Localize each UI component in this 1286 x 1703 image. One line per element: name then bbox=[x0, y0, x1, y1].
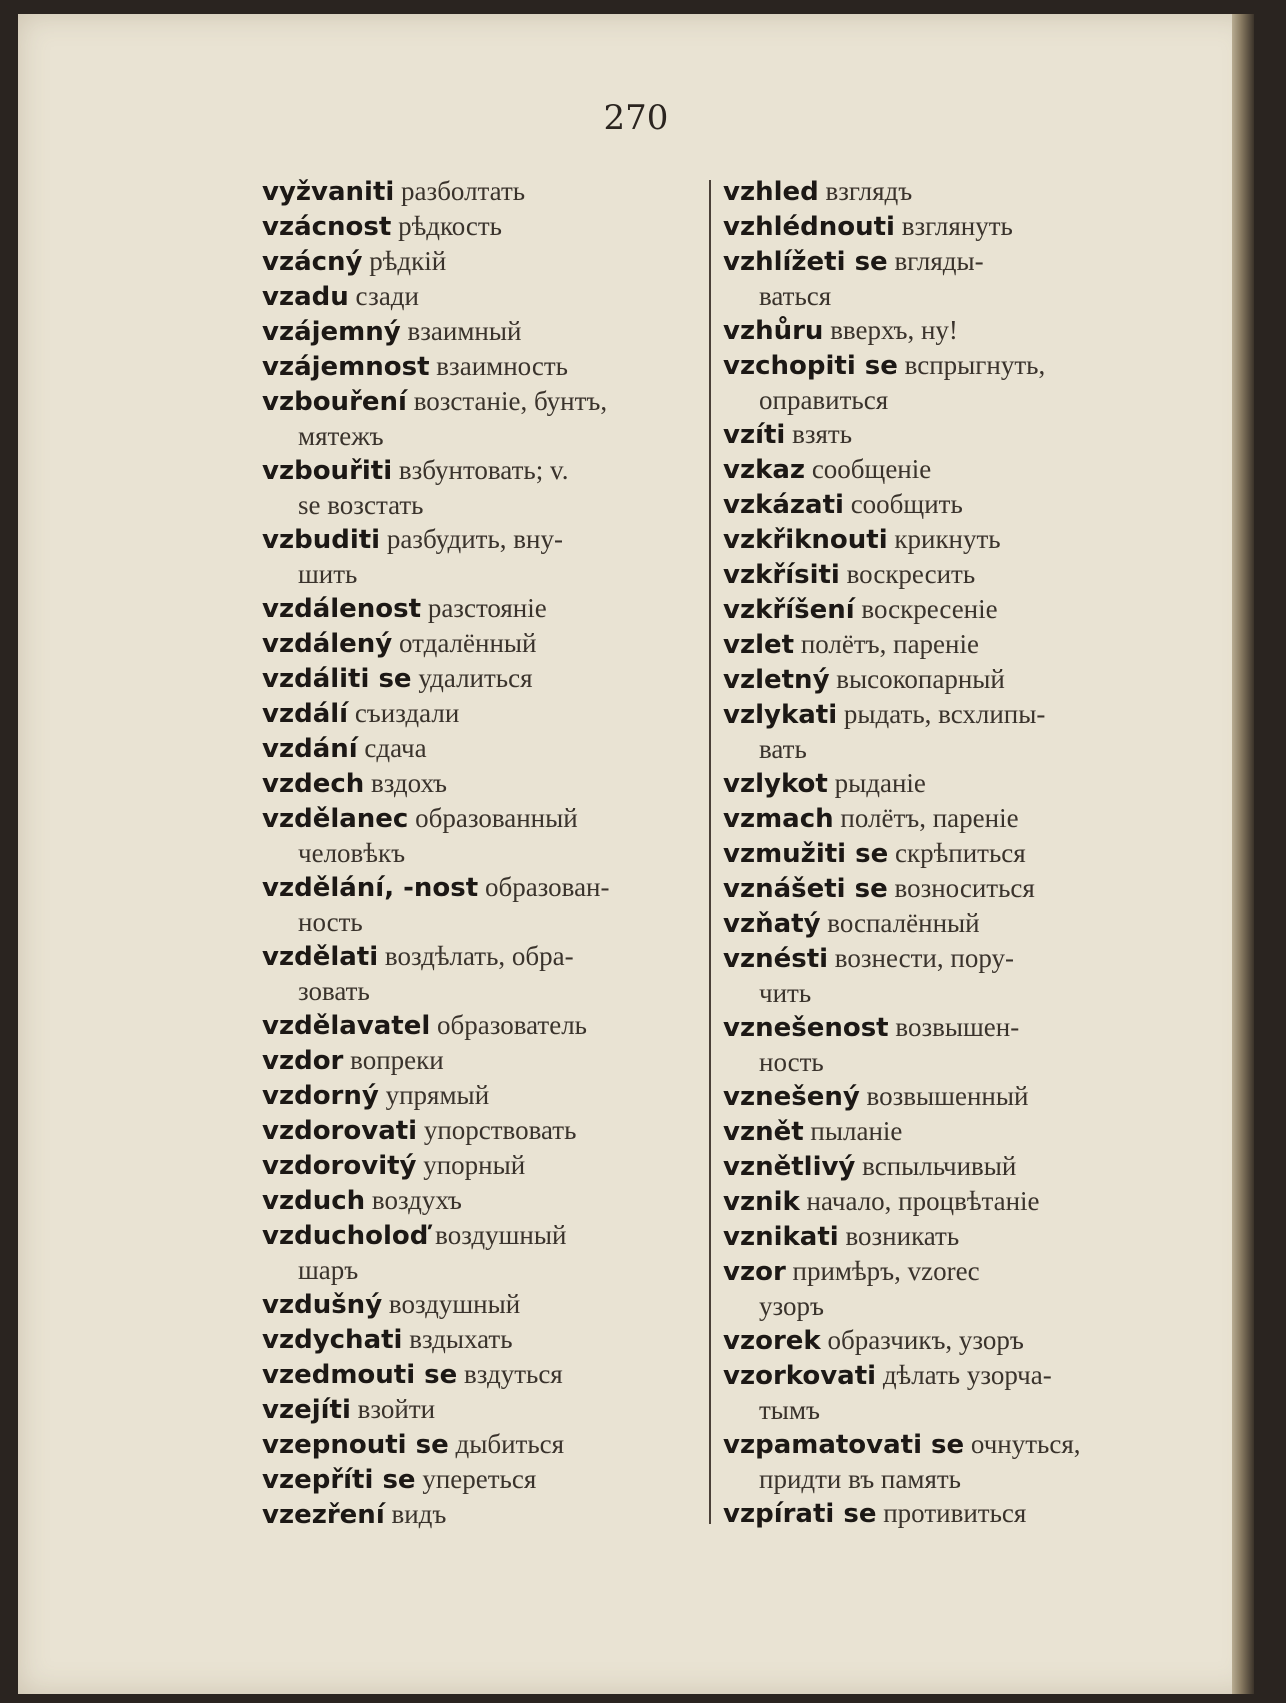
dictionary-entry bbox=[723, 209, 1143, 244]
entry-translation: упорный bbox=[416, 1150, 526, 1180]
entry-translation: противиться bbox=[876, 1498, 1027, 1528]
entry-translation: очнуться, bbox=[964, 1429, 1081, 1459]
entry-headword: vznešený bbox=[723, 1082, 860, 1112]
entry-headword: vzkaz bbox=[723, 455, 806, 485]
entry-translation: сдача bbox=[357, 733, 427, 763]
dictionary-entry bbox=[262, 1008, 702, 1043]
entry-continuation: оправиться bbox=[759, 385, 889, 415]
entry-headword: vzkřiknouti bbox=[723, 525, 888, 555]
entry-continuation: узоръ bbox=[759, 1291, 824, 1321]
entry-headword: vzejíti bbox=[262, 1395, 351, 1425]
dictionary-entry bbox=[723, 1010, 1143, 1079]
entry-headword: vzpamatovati se bbox=[723, 1430, 965, 1460]
page-number: 270 bbox=[603, 98, 669, 138]
entry-translation: возноситься bbox=[887, 873, 1035, 903]
dictionary-entry bbox=[723, 1427, 1143, 1496]
dictionary-entry bbox=[262, 626, 702, 661]
entry-headword: vzkřísiti bbox=[723, 560, 840, 590]
entry-headword: vzbouřiti bbox=[262, 456, 393, 486]
dictionary-entry bbox=[723, 627, 1143, 662]
entry-headword: vzepříti se bbox=[262, 1465, 416, 1495]
entry-headword: vzdor bbox=[262, 1046, 344, 1076]
dictionary-entry bbox=[723, 1149, 1143, 1184]
dictionary-entry bbox=[723, 801, 1143, 836]
entry-headword: vzdorovati bbox=[262, 1116, 418, 1146]
entry-continuation: шаръ bbox=[298, 1255, 359, 1285]
entry-translation: возвышенный bbox=[859, 1081, 1029, 1111]
entry-headword: vzhlédnouti bbox=[723, 212, 895, 242]
dictionary-entry bbox=[262, 209, 702, 244]
entry-translation: дыбиться bbox=[448, 1429, 565, 1459]
entry-headword: vzlykot bbox=[723, 769, 828, 799]
dictionary-entry bbox=[723, 487, 1143, 522]
dictionary-entry bbox=[262, 1078, 702, 1113]
entry-translation: образован- bbox=[478, 872, 610, 902]
dictionary-entry bbox=[262, 384, 702, 453]
right-column bbox=[723, 174, 1143, 1531]
dictionary-entry bbox=[262, 1392, 702, 1427]
entry-headword: vzpírati se bbox=[723, 1499, 877, 1529]
entry-headword: vzduch bbox=[262, 1186, 366, 1216]
dictionary-entry bbox=[723, 1184, 1143, 1219]
entry-headword: vzdušný bbox=[262, 1290, 383, 1320]
dictionary-entry bbox=[723, 766, 1143, 801]
entry-translation: разстояніе bbox=[421, 593, 547, 623]
entry-translation: полётъ, пареніе bbox=[794, 629, 979, 659]
dictionary-entry bbox=[262, 1113, 702, 1148]
entry-headword: vzíti bbox=[723, 420, 786, 450]
entry-translation: воздухъ bbox=[365, 1185, 462, 1215]
dictionary-entry bbox=[723, 1496, 1143, 1531]
entry-continuation: зовать bbox=[298, 976, 370, 1006]
entry-continuation: придти въ память bbox=[759, 1464, 961, 1494]
entry-translation: пыланіе bbox=[803, 1116, 903, 1146]
entry-headword: vzdělanec bbox=[262, 804, 409, 834]
dictionary-entry bbox=[723, 697, 1143, 766]
entry-headword: vzdáliti se bbox=[262, 664, 412, 694]
entry-translation: воздѣлать, обра- bbox=[378, 941, 574, 971]
entry-headword: vznikati bbox=[723, 1222, 839, 1252]
entry-headword: vzducholoď bbox=[262, 1221, 429, 1251]
dictionary-entry bbox=[723, 836, 1143, 871]
entry-continuation: шить bbox=[298, 559, 358, 589]
entry-continuation: человѣкъ bbox=[298, 838, 406, 868]
dictionary-entry bbox=[262, 1322, 702, 1357]
dictionary-entry bbox=[262, 1218, 702, 1287]
entry-translation: образователь bbox=[430, 1010, 587, 1040]
dictionary-entry bbox=[723, 452, 1143, 487]
entry-headword: vzmužiti se bbox=[723, 839, 889, 869]
entry-translation: вздуться bbox=[457, 1359, 563, 1389]
dictionary-entry bbox=[262, 731, 702, 766]
entry-translation: вздыхать bbox=[402, 1324, 513, 1354]
dictionary-entry bbox=[723, 417, 1143, 452]
dictionary-entry bbox=[262, 1357, 702, 1392]
entry-translation: вопреки bbox=[343, 1045, 444, 1075]
entry-translation: сообщить bbox=[843, 489, 963, 519]
dictionary-entry bbox=[262, 174, 702, 209]
entry-translation: образованный bbox=[408, 803, 578, 833]
entry-headword: vznášeti se bbox=[723, 874, 888, 904]
dictionary-entry bbox=[262, 696, 702, 731]
entry-headword: vzlet bbox=[723, 630, 795, 660]
dictionary-entry bbox=[723, 557, 1143, 592]
entry-translation: взойти bbox=[350, 1394, 436, 1424]
entry-headword: vznik bbox=[723, 1187, 800, 1217]
dictionary-entry bbox=[723, 313, 1143, 348]
entry-translation: скрѣпиться bbox=[888, 838, 1026, 868]
entry-translation: рѣдкость bbox=[391, 211, 502, 241]
dictionary-entry bbox=[723, 522, 1143, 557]
entry-translation: рыдать, всхлипы- bbox=[837, 699, 1046, 729]
entry-translation: вгляды- bbox=[887, 246, 984, 276]
entry-translation: крикнуть bbox=[887, 524, 1001, 554]
dictionary-entry bbox=[262, 453, 702, 522]
entry-headword: vzdělati bbox=[262, 942, 379, 972]
entry-headword: vzdálený bbox=[262, 629, 393, 659]
entry-headword: vzdělání, -nost bbox=[262, 873, 479, 903]
dictionary-entry bbox=[723, 244, 1143, 313]
entry-headword: vzdorovitý bbox=[262, 1151, 417, 1181]
entry-translation: взять bbox=[785, 419, 853, 449]
dictionary-entry bbox=[723, 1219, 1143, 1254]
dictionary-entry bbox=[262, 314, 702, 349]
entry-translation: примѣръ, vzorec bbox=[785, 1256, 980, 1286]
dictionary-entry bbox=[262, 661, 702, 696]
entry-translation: образчикъ, узоръ bbox=[820, 1325, 1024, 1355]
dictionary-entry bbox=[262, 766, 702, 801]
entry-headword: vzhled bbox=[723, 177, 819, 207]
entry-headword: vzhlížeti se bbox=[723, 247, 888, 277]
entry-headword: vzdělavatel bbox=[262, 1011, 431, 1041]
dictionary-entry bbox=[723, 1358, 1143, 1427]
book-spine bbox=[1232, 14, 1254, 1694]
dictionary-entry bbox=[262, 1497, 702, 1532]
entry-continuation: чить bbox=[759, 978, 812, 1008]
entry-translation: вверхъ, ну! bbox=[823, 315, 958, 345]
entry-headword: vzácný bbox=[262, 247, 363, 277]
left-column bbox=[262, 174, 702, 1532]
entry-translation: взаимный bbox=[400, 316, 522, 346]
entry-translation: полётъ, пареніе bbox=[833, 803, 1019, 833]
entry-headword: vzepnouti se bbox=[262, 1430, 449, 1460]
entry-continuation: ность bbox=[298, 907, 363, 937]
entry-headword: vzdech bbox=[262, 769, 365, 799]
dictionary-entry bbox=[262, 1148, 702, 1183]
dictionary-entry bbox=[262, 1427, 702, 1462]
entry-translation: взглянуть bbox=[894, 211, 1013, 241]
entry-translation: взбунтовать; v. bbox=[392, 455, 569, 485]
entry-headword: vznešenost bbox=[723, 1013, 889, 1043]
entry-translation: начало, процвѣтаніе bbox=[799, 1186, 1040, 1216]
dictionary-entry bbox=[262, 349, 702, 384]
entry-headword: vzedmouti se bbox=[262, 1360, 458, 1390]
entry-headword: vzletný bbox=[723, 665, 830, 695]
entry-translation: воспалённый bbox=[820, 908, 980, 938]
entry-continuation: вать bbox=[759, 734, 807, 764]
entry-translation: воздушный bbox=[382, 1289, 521, 1319]
entry-headword: vzňatý bbox=[723, 909, 821, 939]
entry-continuation: мятежъ bbox=[298, 421, 384, 451]
dictionary-entry bbox=[723, 906, 1143, 941]
dictionary-page bbox=[18, 14, 1254, 1694]
entry-translation: удалиться bbox=[411, 663, 533, 693]
entry-headword: vzkříšení bbox=[723, 595, 855, 625]
entry-translation: вознести, пору- bbox=[828, 943, 1014, 973]
entry-translation: возстаніе, бунтъ, bbox=[406, 386, 608, 416]
dictionary-entry bbox=[723, 592, 1143, 627]
entry-continuation: ность bbox=[759, 1047, 824, 1077]
entry-headword: vzdorný bbox=[262, 1081, 379, 1111]
entry-translation: дѣлать узорча- bbox=[876, 1360, 1052, 1390]
entry-translation: упорствовать bbox=[417, 1115, 577, 1145]
dictionary-entry bbox=[262, 591, 702, 626]
entry-translation: отдалённый bbox=[392, 628, 537, 658]
dictionary-entry bbox=[723, 174, 1143, 209]
entry-headword: vzmach bbox=[723, 804, 834, 834]
column-divider bbox=[709, 180, 711, 1524]
entry-headword: vzlykati bbox=[723, 700, 838, 730]
entry-headword: vzájemnost bbox=[262, 352, 430, 382]
entry-translation: разбудить, вну- bbox=[380, 524, 563, 554]
entry-translation: сообщеніе bbox=[805, 454, 932, 484]
entry-headword: vzbouření bbox=[262, 387, 407, 417]
entry-headword: vznět bbox=[723, 1117, 804, 1147]
entry-headword: vzchopiti se bbox=[723, 351, 898, 381]
entry-translation: возвышен- bbox=[888, 1012, 1020, 1042]
entry-translation: вспыльчивый bbox=[855, 1151, 1017, 1181]
dictionary-entry bbox=[262, 801, 702, 870]
entry-translation: высокопарный bbox=[829, 664, 1005, 694]
dictionary-entry bbox=[723, 941, 1143, 1010]
entry-headword: vzorkovati bbox=[723, 1361, 877, 1391]
entry-headword: vzor bbox=[723, 1257, 786, 1287]
entry-translation: вздохъ bbox=[364, 768, 447, 798]
entry-headword: vzkázati bbox=[723, 490, 844, 520]
dictionary-entry bbox=[723, 662, 1143, 697]
entry-translation: рѣдкій bbox=[362, 246, 447, 276]
dictionary-entry bbox=[262, 279, 702, 314]
entry-translation: упереться bbox=[415, 1464, 537, 1494]
dictionary-entry bbox=[723, 1254, 1143, 1323]
dictionary-entry bbox=[262, 939, 702, 1008]
entry-headword: vzdálenost bbox=[262, 594, 422, 624]
entry-translation: воскресить bbox=[839, 559, 976, 589]
entry-translation: рыданіе bbox=[827, 768, 926, 798]
entry-translation: видъ bbox=[384, 1499, 447, 1529]
dictionary-entry bbox=[262, 1043, 702, 1078]
entry-translation: упрямый bbox=[378, 1080, 490, 1110]
entry-headword: vzbuditi bbox=[262, 525, 381, 555]
entry-headword: vyžvaniti bbox=[262, 177, 395, 207]
dictionary-entry bbox=[723, 348, 1143, 417]
entry-translation: вспрыгнуть, bbox=[897, 350, 1046, 380]
entry-headword: vzezření bbox=[262, 1500, 385, 1530]
dictionary-entry bbox=[723, 1323, 1143, 1358]
dictionary-entry bbox=[723, 1079, 1143, 1114]
entry-headword: vznésti bbox=[723, 944, 829, 974]
dictionary-entry bbox=[262, 522, 702, 591]
entry-headword: vzdálí bbox=[262, 699, 349, 729]
dictionary-entry bbox=[262, 244, 702, 279]
entry-translation: съиздали bbox=[348, 698, 460, 728]
entry-headword: vzadu bbox=[262, 282, 349, 312]
entry-headword: vzájemný bbox=[262, 317, 401, 347]
entry-translation: воздушный bbox=[428, 1220, 567, 1250]
entry-translation: сзади bbox=[348, 281, 419, 311]
entry-headword: vzhůru bbox=[723, 316, 824, 346]
entry-translation: возникать bbox=[838, 1221, 960, 1251]
entry-headword: vznětlivý bbox=[723, 1152, 856, 1182]
entry-continuation: тымъ bbox=[759, 1395, 820, 1425]
entry-translation: взаимность bbox=[429, 351, 568, 381]
dictionary-entry bbox=[262, 870, 702, 939]
dictionary-entry bbox=[262, 1183, 702, 1218]
dictionary-entry bbox=[262, 1462, 702, 1497]
entry-translation: воскресеніе bbox=[854, 594, 998, 624]
entry-translation: разболтать bbox=[394, 176, 526, 206]
entry-translation: взглядъ bbox=[818, 176, 913, 206]
dictionary-entry bbox=[262, 1287, 702, 1322]
entry-continuation: se возстать bbox=[298, 490, 424, 520]
entry-headword: vzdychati bbox=[262, 1325, 403, 1355]
entry-headword: vzdání bbox=[262, 734, 358, 764]
dictionary-entry bbox=[723, 1114, 1143, 1149]
entry-headword: vzorek bbox=[723, 1326, 821, 1356]
entry-continuation: ваться bbox=[759, 281, 832, 311]
entry-headword: vzácnost bbox=[262, 212, 392, 242]
dictionary-entry bbox=[723, 871, 1143, 906]
